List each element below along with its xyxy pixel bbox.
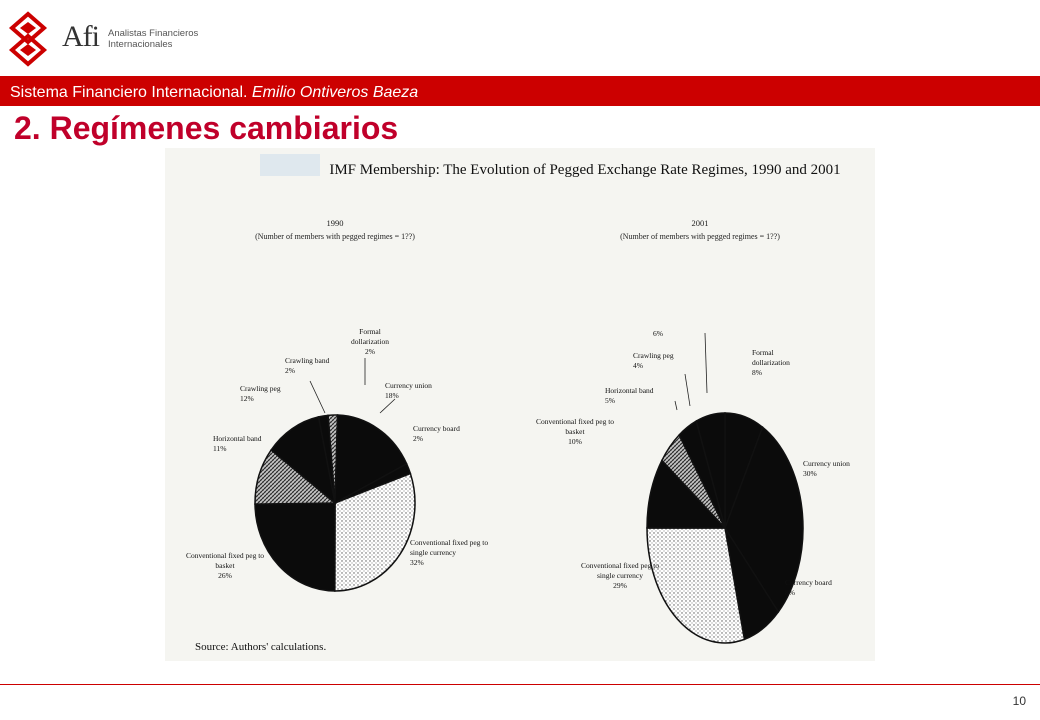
- pie-subtitle: (Number of members with pegged regimes = 1??): [620, 232, 780, 241]
- brand-subtitle-line2: Internacionales: [108, 39, 173, 50]
- page-title: 2. Regímenes cambiarios: [14, 110, 399, 146]
- author-name: Emilio Ontiveros Baeza: [251, 84, 419, 101]
- slice-label: Horizontal band 11%: [213, 434, 262, 453]
- pie-subtitle: (Number of members with pegged regimes = 1??): [255, 232, 415, 241]
- slice-label: Horizontal band 5%: [605, 386, 654, 405]
- chart-figure: [165, 148, 875, 661]
- course-name: Sistema Financiero Internacional.: [10, 84, 252, 101]
- footer-rule: [0, 684, 1040, 685]
- leader-line: [705, 333, 707, 393]
- slice-label: 6%: [653, 329, 663, 338]
- afi-logo-icon: [6, 10, 50, 68]
- brand-name: Afi: [62, 20, 99, 53]
- title-highlight: [260, 154, 320, 176]
- figure-title: IMF Membership: The Evolution of Pegged Exchange Rate Regimes, 1990 and 2001: [329, 162, 841, 178]
- figure-source: Source: Authors' calculations.: [195, 641, 327, 653]
- slice-label: Crawling peg 4%: [633, 351, 674, 370]
- leader-line: [380, 399, 395, 413]
- slice-label: Currency board 8%: [785, 578, 832, 597]
- slice-label: Formal dollarization 2%: [351, 327, 389, 356]
- slice-label: Crawling peg 12%: [240, 384, 281, 403]
- pie-title: 2001: [691, 218, 709, 228]
- brand-subtitle: [108, 28, 198, 50]
- slice-label: Conventional fixed peg to single currency 29%: [580, 561, 660, 590]
- slice-label: Crawling band 2%: [285, 356, 330, 375]
- slice-label: Conventional fixed peg to basket 10%: [535, 417, 615, 446]
- slice-label: Currency union 18%: [385, 381, 432, 400]
- pie-slice: [255, 503, 335, 591]
- slice-label: Formal dollarization 8%: [752, 348, 790, 377]
- brand-subtitle-line1: Analistas Financieros: [108, 28, 199, 39]
- slice-label: Currency union 30%: [803, 459, 850, 478]
- chart-svg: [165, 148, 875, 661]
- page-number: 10: [1012, 694, 1026, 708]
- slice-label: Conventional fixed peg to single currency 32%: [410, 538, 489, 567]
- slice-label: Conventional fixed peg to basket 26%: [185, 551, 265, 580]
- leader-line: [675, 401, 677, 410]
- pie-title: 1990: [326, 218, 344, 228]
- leader-line: [310, 381, 325, 413]
- header-bar-text: [10, 84, 418, 102]
- slice-label: Currency board 2%: [413, 424, 460, 443]
- leader-line: [685, 374, 690, 406]
